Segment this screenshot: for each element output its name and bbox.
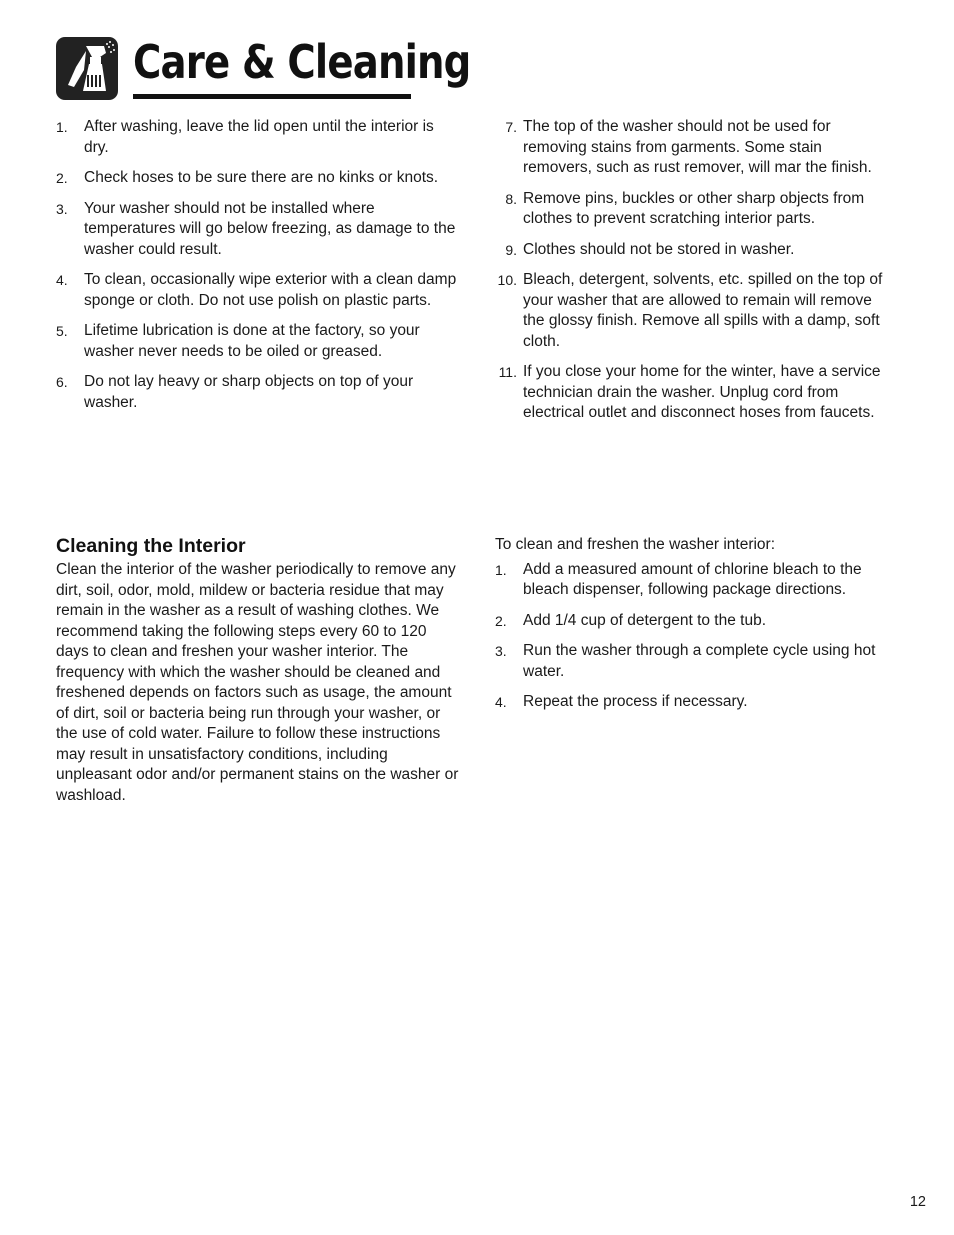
list-text: Remove pins, buckles or other sharp objects from clothes to prevent scratching interior parts.	[523, 189, 865, 227]
list-number: 4.	[495, 694, 507, 710]
list-text: After washing, leave the lid open until the interior is dry.	[84, 118, 434, 156]
care-list-left	[56, 117, 460, 423]
cleaning-steps	[495, 535, 895, 723]
list-text: Lifetime lubrication is done at the factory, so your washer never needs to be oiled or greased.	[84, 322, 420, 360]
list-text: Repeat the process if necessary.	[523, 693, 748, 710]
section-paragraph: Clean the interior of the washer periodically to remove any dirt, soil, odor, mold, mildew or bacteria residue that may remain in the washer as a result of washing clothes. We recommend taking the following steps every 60 to 120 days to clean and freshen your washer interior. The frequency with which the washer should be cleaned and freshened depends on factors such as usage, the amount of dirt, soil or bacteria being run through your washer, or the use of cold water. Failure to follow these instructions may result in unsatisfactory conditions, including unpleasant odor and/or permanent stains on the washer or washload.	[56, 561, 459, 804]
list-item	[495, 641, 895, 682]
list-number: 4.	[56, 272, 68, 288]
list-item	[495, 189, 895, 230]
list-text: Add a measured amount of chlorine bleach to the bleach dispenser, following package directions.	[523, 560, 862, 598]
list-number: 3.	[495, 643, 507, 659]
list-number: 2.	[495, 612, 507, 629]
list-text: Bleach, detergent, solvents, etc. spilled on the top of your washer that are allowed to remain will remove the glossy finish. Remove all spills with a damp, soft cloth.	[523, 271, 883, 350]
list-text: To clean, occasionally wipe exterior with a clean damp sponge or cloth. Do not use polish on plastic parts.	[84, 271, 457, 309]
section-heading: Cleaning the Interior	[56, 535, 246, 557]
list-text: Run the washer through a complete cycle using hot water.	[523, 642, 876, 680]
list-number: 2.	[56, 170, 68, 186]
list-text: Do not lay heavy or sharp objects on top of your washer.	[84, 373, 414, 411]
list-number: 8.	[505, 190, 517, 207]
list-text: Clothes should not be stored in washer.	[523, 240, 795, 258]
list-item	[56, 372, 460, 413]
title-underline	[133, 94, 411, 99]
list-item	[56, 270, 460, 311]
spray-bottle-icon	[56, 37, 118, 100]
list-item	[495, 362, 895, 424]
list-number: 1.	[56, 119, 68, 135]
list-text: Your washer should not be installed where temperatures will go below freezing, as damage to the washer could result.	[84, 199, 456, 258]
list-text: The top of the washer should not be used for removing stains from garments. Some stain removers, such as rust remover, will mar the finish.	[523, 118, 872, 176]
list-number: 10.	[497, 272, 517, 288]
list-number: 5.	[56, 323, 68, 339]
list-item	[495, 117, 895, 179]
list-text: If you close your home for the winter, have a service technician drain the washer. Unplug cord from electrical outlet and disconnect hoses from faucets.	[523, 363, 881, 421]
list-item	[495, 270, 895, 352]
list-item	[56, 321, 460, 362]
list-item	[495, 560, 895, 601]
steps-intro: To clean and freshen the washer interior:	[495, 536, 776, 553]
list-item	[495, 240, 895, 261]
list-text: Check hoses to be sure there are no kinks or knots.	[84, 169, 439, 186]
list-item	[56, 117, 460, 158]
list-number: 9.	[505, 241, 517, 258]
list-item	[495, 611, 895, 632]
list-number: 6.	[56, 374, 68, 390]
list-number: 3.	[56, 200, 68, 217]
care-list-right	[495, 117, 895, 434]
page-number: 12	[909, 1194, 926, 1210]
list-item	[56, 168, 460, 189]
list-number: 7.	[505, 119, 517, 135]
list-number: 11.	[498, 364, 517, 380]
cleaning-interior-section	[56, 534, 460, 806]
list-text: Add 1/4 cup of detergent to the tub.	[523, 611, 767, 629]
list-item	[56, 199, 460, 261]
list-item	[495, 692, 895, 713]
page-title: Care & Cleaning	[133, 35, 471, 89]
list-number: 1.	[495, 561, 507, 578]
